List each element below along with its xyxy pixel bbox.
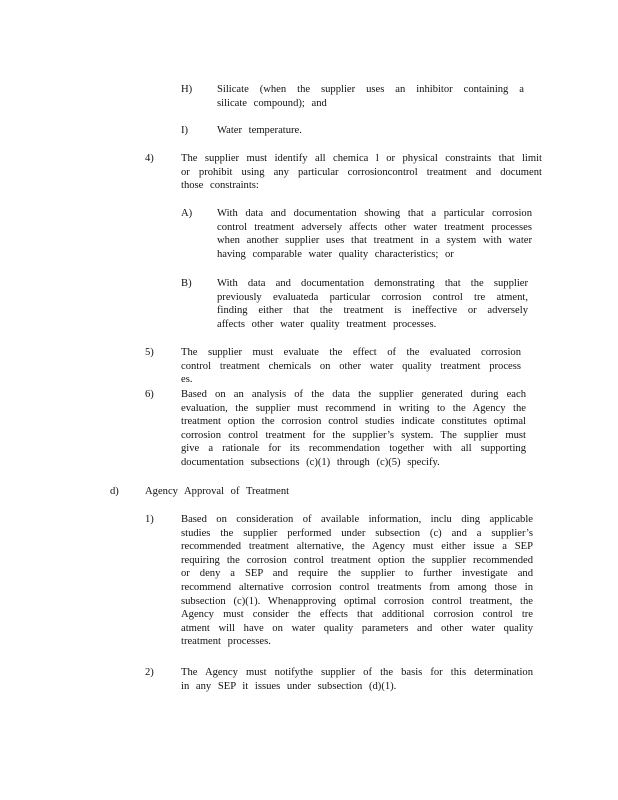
item-label: B) bbox=[181, 278, 192, 289]
section-heading: Agency Approval of Treatment bbox=[145, 486, 290, 497]
item-text: With data and documentation showing that a particular corrosion control treatment adversely affects other water treatment processes when another supplier uses that treatment in a system with water having comparable water quality characteristics; or bbox=[217, 208, 532, 260]
item-text: Based on an analysis of the data the supplier generated during each evaluation, the supplier must recommend in writing to the Agency the treatment option the corrosion control studies indicate constitutes optimal corrosion control treatment for the supplier’s system. The supplier must give a rationale for its recommendation together with all supporting documentation subsections (c)(1) through (c)(5) specify. bbox=[181, 389, 526, 468]
item-text: Water temperature. bbox=[217, 125, 302, 136]
item-label: 4) bbox=[145, 153, 154, 164]
item-label: 5) bbox=[145, 347, 154, 358]
section-label: d) bbox=[110, 486, 119, 497]
item-text: The supplier must evaluate the effect of the evaluated corrosion control treatment chemicals on other water quality treatment process es. bbox=[181, 347, 521, 386]
item-label: 1) bbox=[145, 514, 154, 525]
item-label: A) bbox=[181, 208, 193, 219]
item-text: Silicate (when the supplier uses an inhibitor containing a silicate compound); and bbox=[217, 84, 524, 109]
item-label: I) bbox=[181, 125, 189, 136]
item-label: 6) bbox=[145, 389, 154, 400]
item-text: The supplier must identify all chemica l or physical constraints that limit or prohibit using any particular corrosioncontrol treatment and document those constraints: bbox=[181, 153, 542, 192]
item-text: Based on consideration of available information, inclu ding applicable studies the supplier performed under subsection (c) and a supplier’s recommended treatment alternative, the Agency must either issue a SEP requiring the corrosion control treatment option the supplier recommended or deny a SEP and require the supplier to further investigate and recommend alternative corrosion control treatments from among those in subsection (c)(1). Whenapproving optimal corrosion control treatment, the Agency must consider the effects that additional corrosion control tre atment will have on water quality parameters and other water quality treatment processes. bbox=[181, 514, 533, 648]
item-text: The Agency must notifythe supplier of the basis for this determination in any SEP it issues under subsection (d)(1). bbox=[181, 667, 533, 692]
item-text: With data and documentation demonstrating that the supplier previously evaluateda particular corrosion control tre atment, finding either that the treatment is ineffective or adversely affects other water quality treatment processes. bbox=[217, 278, 528, 330]
item-label: H) bbox=[181, 84, 193, 95]
item-label: 2) bbox=[145, 667, 154, 678]
